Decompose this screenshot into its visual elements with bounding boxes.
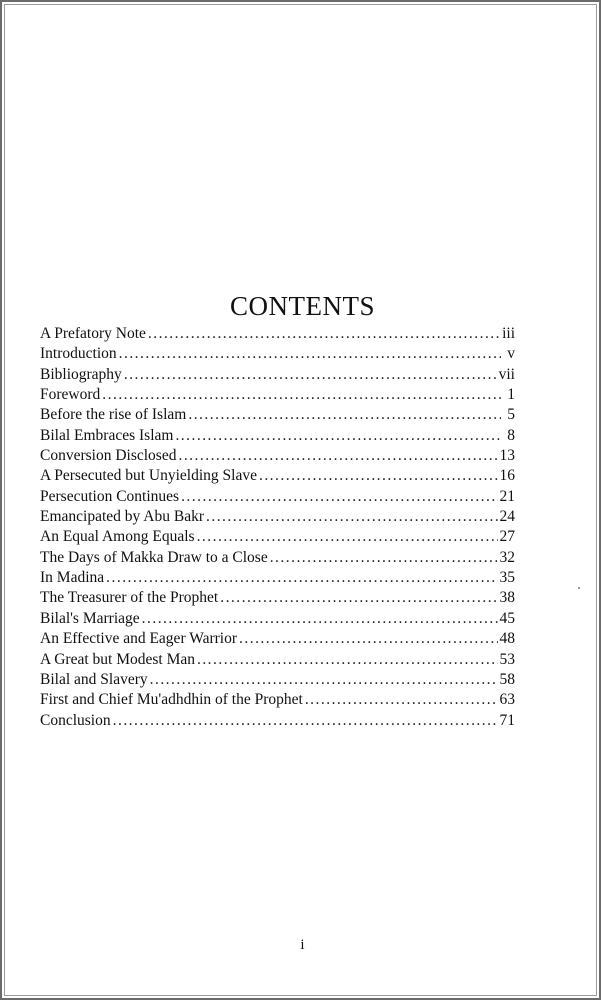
toc-entry bbox=[40, 446, 515, 466]
toc-entry-page: 27 bbox=[499, 528, 515, 546]
dot-leader bbox=[206, 507, 498, 527]
dot-leader bbox=[119, 344, 501, 364]
toc-entry bbox=[40, 588, 515, 608]
toc-entry-page: 48 bbox=[499, 630, 515, 648]
toc-entry-page: 13 bbox=[499, 447, 515, 465]
toc-entry bbox=[40, 609, 515, 629]
toc-entry-page: 32 bbox=[499, 548, 515, 566]
toc-entry bbox=[40, 690, 515, 710]
dot-leader bbox=[102, 385, 501, 405]
toc-entry-title: The Days of Makka Draw to a Close bbox=[40, 548, 268, 566]
toc-entry bbox=[40, 426, 515, 446]
toc-entry-title: Persecution Continues bbox=[40, 487, 180, 505]
toc-entry-title: The Treasurer of the Prophet bbox=[40, 589, 219, 607]
dot-leader bbox=[142, 609, 498, 629]
toc-entry-page: 63 bbox=[499, 691, 515, 709]
dot-leader bbox=[259, 466, 498, 486]
toc-entry bbox=[40, 548, 515, 568]
toc-entry-page: 71 bbox=[499, 711, 515, 729]
toc-entry-page: 38 bbox=[499, 589, 515, 607]
dot-leader bbox=[181, 487, 497, 507]
toc-entry-page: 45 bbox=[499, 609, 515, 627]
toc-entry-page: 16 bbox=[499, 467, 515, 485]
dot-leader bbox=[270, 548, 498, 568]
toc-entry-page: iii bbox=[502, 325, 515, 342]
dot-leader bbox=[124, 365, 497, 385]
toc-entry-page: 1 bbox=[507, 386, 515, 404]
toc-entry bbox=[40, 466, 515, 486]
dot-leader bbox=[197, 527, 498, 547]
toc-entry-page: 53 bbox=[499, 650, 515, 668]
toc-entry bbox=[40, 568, 515, 588]
page-number: i bbox=[300, 937, 305, 953]
toc-entry-title: Bibliography bbox=[40, 365, 122, 383]
toc-entry-title: Conclusion bbox=[40, 711, 111, 729]
toc-entry-title: Conversion Disclosed bbox=[40, 447, 177, 465]
toc-entry-title: First and Chief Mu'adhdhin of the Prophet bbox=[40, 691, 303, 709]
toc-entry bbox=[40, 385, 515, 405]
toc-entry-title: Introduction bbox=[40, 345, 117, 363]
toc-entry-title: In Madina bbox=[40, 569, 105, 587]
toc-entry-title: Foreword bbox=[40, 386, 101, 404]
toc-entry bbox=[40, 670, 515, 690]
toc-entry bbox=[40, 487, 515, 507]
toc-entry bbox=[40, 324, 515, 344]
dot-leader bbox=[239, 629, 497, 649]
toc-entry-page: v bbox=[507, 345, 515, 363]
toc-entry bbox=[40, 711, 515, 731]
dot-leader bbox=[106, 568, 497, 588]
toc-entry-page: 8 bbox=[507, 426, 515, 444]
toc-entry-title: A Prefatory Note bbox=[40, 325, 146, 342]
toc-entry bbox=[40, 365, 515, 385]
toc-entry-title: An Equal Among Equals bbox=[40, 528, 195, 546]
dot-leader bbox=[220, 588, 497, 608]
dot-leader bbox=[305, 690, 498, 710]
dot-leader bbox=[175, 426, 501, 446]
toc-entry-title: Bilal Embraces Islam bbox=[40, 426, 174, 444]
dot-leader bbox=[197, 650, 498, 670]
toc-entry-page: vii bbox=[498, 365, 515, 383]
page-title: CONTENTS bbox=[230, 291, 375, 321]
toc-entry-page: 5 bbox=[507, 406, 515, 424]
toc-entry bbox=[40, 507, 515, 527]
toc-entry-page: 58 bbox=[499, 670, 515, 688]
toc-entry-title: Emancipated by Abu Bakr bbox=[40, 508, 204, 526]
toc-entry-title: An Effective and Eager Warrior bbox=[40, 630, 238, 648]
dot-leader bbox=[113, 711, 498, 731]
dot-leader bbox=[148, 324, 500, 344]
toc-entry bbox=[40, 650, 515, 670]
dot-leader bbox=[178, 446, 497, 466]
toc-entry-page: 24 bbox=[499, 508, 515, 526]
toc-entry bbox=[40, 405, 515, 425]
toc-entry-title: A Persecuted but Unyielding Slave bbox=[40, 467, 257, 485]
toc-entry-title: Bilal's Marriage bbox=[40, 609, 140, 627]
toc-entry bbox=[40, 629, 515, 649]
toc-entry-page: 21 bbox=[499, 487, 515, 505]
toc-entry-page: 35 bbox=[499, 569, 515, 587]
dot-leader bbox=[150, 670, 498, 690]
toc-entry bbox=[40, 527, 515, 547]
toc-entry-title: Before the rise of Islam bbox=[40, 406, 187, 424]
toc-entry-title: A Great but Modest Man bbox=[40, 650, 195, 668]
dot-leader bbox=[188, 405, 501, 425]
toc-entry-title: Bilal and Slavery bbox=[40, 670, 148, 688]
paper-speck bbox=[578, 587, 580, 589]
toc-entry bbox=[40, 344, 515, 364]
table-of-contents bbox=[40, 324, 515, 731]
